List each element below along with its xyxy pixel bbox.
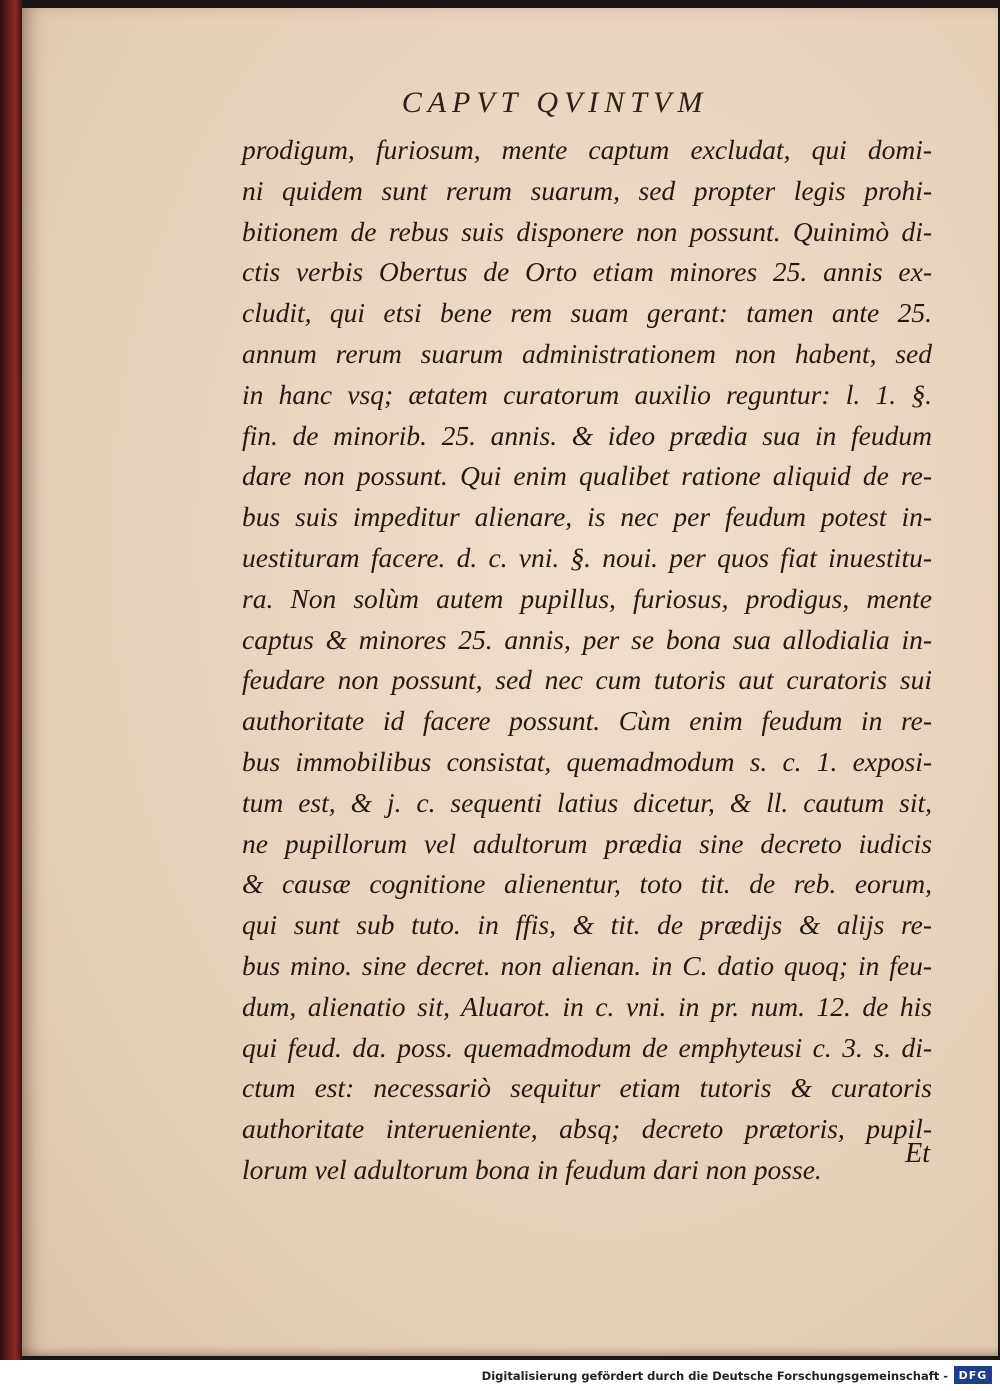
- main-text-block: [242, 130, 932, 1191]
- text-line: ni quidem sunt rerum suarum, sed propter legis prohi-: [242, 174, 932, 206]
- text-line: annum rerum suarum administrationem non habent, sed: [242, 337, 932, 369]
- text-line: cludit, qui etsi bene rem suam gerant: tamen ante 25.: [242, 297, 932, 329]
- text-line: ctis verbis Obertus de Orto etiam minores 25. annis ex-: [242, 256, 932, 288]
- text-line: qui sunt sub tuto. in ffis, & tit. de prædijs & alijs re-: [242, 909, 932, 941]
- text-line: ctum est: necessariò sequitur etiam tutoris & curatoris: [242, 1072, 932, 1104]
- text-line: ne pupillorum vel adultorum prædia sine decreto iudicis: [242, 827, 932, 859]
- text-line: dum, alienatio sit, Aluarot. in c. vni. in pr. num. 12. de his: [242, 990, 932, 1022]
- running-head: CAPVT QVINTVM: [401, 86, 709, 119]
- text-line: bus suis impeditur alienare, is nec per feudum potest in-: [242, 501, 932, 533]
- text-line: in hanc vsq; ætatem curatorum auxilio reguntur: l. 1. §.: [242, 378, 932, 410]
- footer-credit: Digitalisierung gefördert durch die Deutsche Forschungsgemeinschaft -: [481, 1369, 948, 1383]
- text-line: & causæ cognitione alienentur, toto tit. de reb. eorum,: [242, 868, 932, 900]
- text-line: captus & minores 25. annis, per se bona sua allodialia in-: [242, 623, 932, 655]
- text-line: dare non possunt. Qui enim qualibet ratione aliquid de re-: [242, 460, 932, 492]
- text-line: tum est, & j. c. sequenti latius dicetur, & ll. cautum sit,: [242, 786, 932, 818]
- text-line: uestituram facere. d. c. vni. §. noui. per quos fiat inuestitu-: [242, 541, 932, 573]
- text-line: lorum vel adultorum bona in feudum dari non posse.: [242, 1153, 822, 1185]
- text-line: qui feud. da. poss. quemadmodum de emphyteusi c. 3. s. di-: [242, 1031, 932, 1063]
- text-line: bitionem de rebus suis disponere non possunt. Quinimò di-: [242, 215, 932, 247]
- text-line: ra. Non solùm autem pupillus, furiosus, prodigus, mente: [242, 582, 932, 614]
- text-line: prodigum, furiosum, mente captum excludat, qui domi-: [242, 134, 932, 165]
- text-line: bus immobilibus consistat, quemadmodum s. c. 1. exposi-: [242, 745, 932, 777]
- text-line: bus mino. sine decret. non alienan. in C. datio quoq; in feu-: [242, 949, 932, 981]
- book-page: [22, 8, 998, 1356]
- digitization-footer: [0, 1360, 1000, 1391]
- dfg-logo[interactable]: DFG: [954, 1366, 992, 1384]
- text-line: authoritate interueniente, absq; decreto prætoris, pupil-: [242, 1113, 932, 1145]
- text-line: authoritate id facere possunt. Cùm enim feudum in re-: [242, 705, 932, 737]
- text-line: fin. de minorib. 25. annis. & ideo prædia sua in feudum: [242, 419, 932, 451]
- book-spine-edge: [0, 0, 22, 1360]
- text-line: feudare non possunt, sed nec cum tutoris aut curatoris sui: [242, 664, 932, 696]
- catchword: Et: [905, 1138, 930, 1169]
